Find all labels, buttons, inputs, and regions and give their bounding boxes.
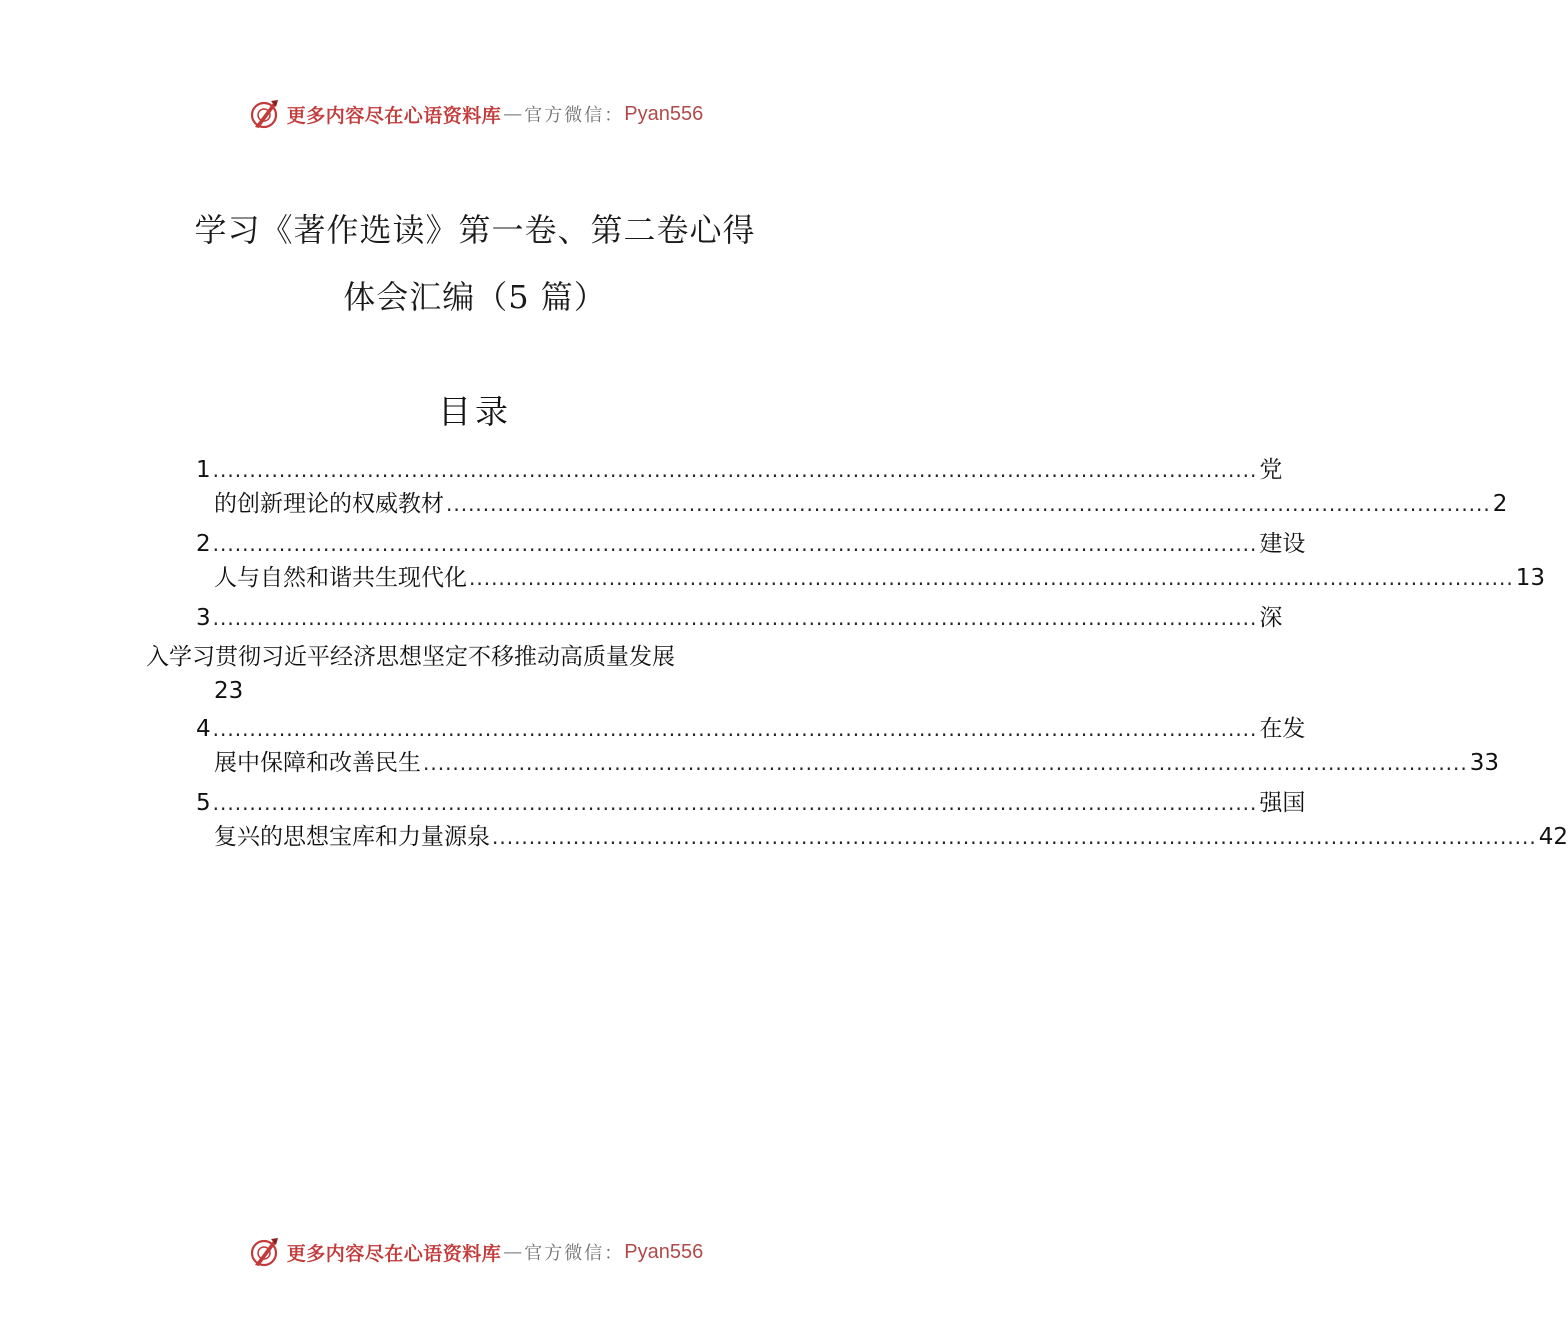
document-title-line2: 体会汇编（5 篇）: [343, 278, 607, 316]
toc-entry-text: 党: [1259, 457, 1283, 483]
quill-pen-logo-icon: [247, 1235, 281, 1269]
watermark-brand-text: 更多内容尽在心语资料库: [286, 104, 502, 127]
leader-dots: ..............................................................................................................................................: [212, 717, 1258, 741]
watermark-separator: —: [503, 1241, 523, 1263]
toc-page-number: 13: [1515, 565, 1546, 591]
watermark-wechat-id: Pyan556: [624, 102, 704, 125]
leader-dots: ..............................................................................................................................................: [492, 825, 1537, 849]
toc-entry-1-line1[interactable]: [196, 455, 1283, 485]
quill-pen-logo-icon: [247, 97, 281, 131]
toc-entry-4-line2[interactable]: [214, 748, 1500, 778]
toc-entry-5-line2[interactable]: [214, 822, 1568, 852]
toc-entry-text: 强国: [1259, 790, 1306, 816]
watermark-banner-bottom: [0, 1232, 950, 1272]
toc-page-number: 33: [1469, 750, 1500, 776]
toc-entry-text: 建设: [1259, 531, 1306, 557]
watermark-wechat-id: Pyan556: [624, 1240, 704, 1263]
leader-dots: ..............................................................................................................................................: [423, 751, 1468, 775]
leader-dots: ..............................................................................................................................................: [212, 606, 1258, 630]
toc-entry-text: 在发: [1259, 716, 1306, 742]
leader-dots: ..............................................................................................................................................: [446, 492, 1491, 516]
toc-entry-text: 深: [1259, 605, 1283, 631]
toc-entry-text: 人与自然和谐共生现代化: [214, 565, 467, 591]
toc-entry-1-line2[interactable]: [214, 489, 1508, 519]
toc-entry-4-line1[interactable]: [196, 714, 1306, 744]
watermark-wechat-label: 官方微信：: [524, 105, 625, 126]
toc-entry-3-line1[interactable]: [196, 603, 1283, 633]
toc-entry-text: 复兴的思想宝库和力量源泉: [214, 824, 490, 850]
toc-page-number[interactable]: 23: [214, 678, 244, 704]
toc-entry-number: 2: [196, 531, 211, 557]
toc-entry-2-line1[interactable]: [196, 529, 1306, 559]
toc-page-number: 42: [1538, 824, 1568, 850]
leader-dots: ..............................................................................................................................................: [212, 458, 1258, 482]
leader-dots: ..............................................................................................................................................: [212, 532, 1258, 556]
toc-entry-2-line2[interactable]: [214, 563, 1546, 593]
leader-dots: ..............................................................................................................................................: [212, 791, 1258, 815]
watermark-banner-top: [0, 94, 950, 134]
toc-entry-number: 1: [196, 457, 211, 483]
watermark-separator: —: [503, 103, 523, 125]
toc-entry-3-line2[interactable]: 入学习贯彻习近平经济思想坚定不移推动高质量发展: [146, 644, 675, 670]
document-title-line1: 学习《著作选读》第一卷、第二卷心得: [194, 211, 756, 249]
toc-entry-5-line1[interactable]: [196, 788, 1306, 818]
toc-page-number: 2: [1492, 491, 1508, 517]
watermark-brand-text: 更多内容尽在心语资料库: [286, 1242, 502, 1265]
toc-entry-text: 展中保障和改善民生: [214, 750, 421, 776]
toc-entry-number: 5: [196, 790, 211, 816]
leader-dots: ..............................................................................................................................................: [469, 566, 1514, 590]
toc-entry-text: 的创新理论的权威教材: [214, 491, 444, 517]
toc-entry-number: 3: [196, 605, 211, 631]
toc-heading: 目录: [438, 392, 512, 431]
toc-entry-number: 4: [196, 716, 211, 742]
watermark-wechat-label: 官方微信：: [524, 1243, 625, 1264]
